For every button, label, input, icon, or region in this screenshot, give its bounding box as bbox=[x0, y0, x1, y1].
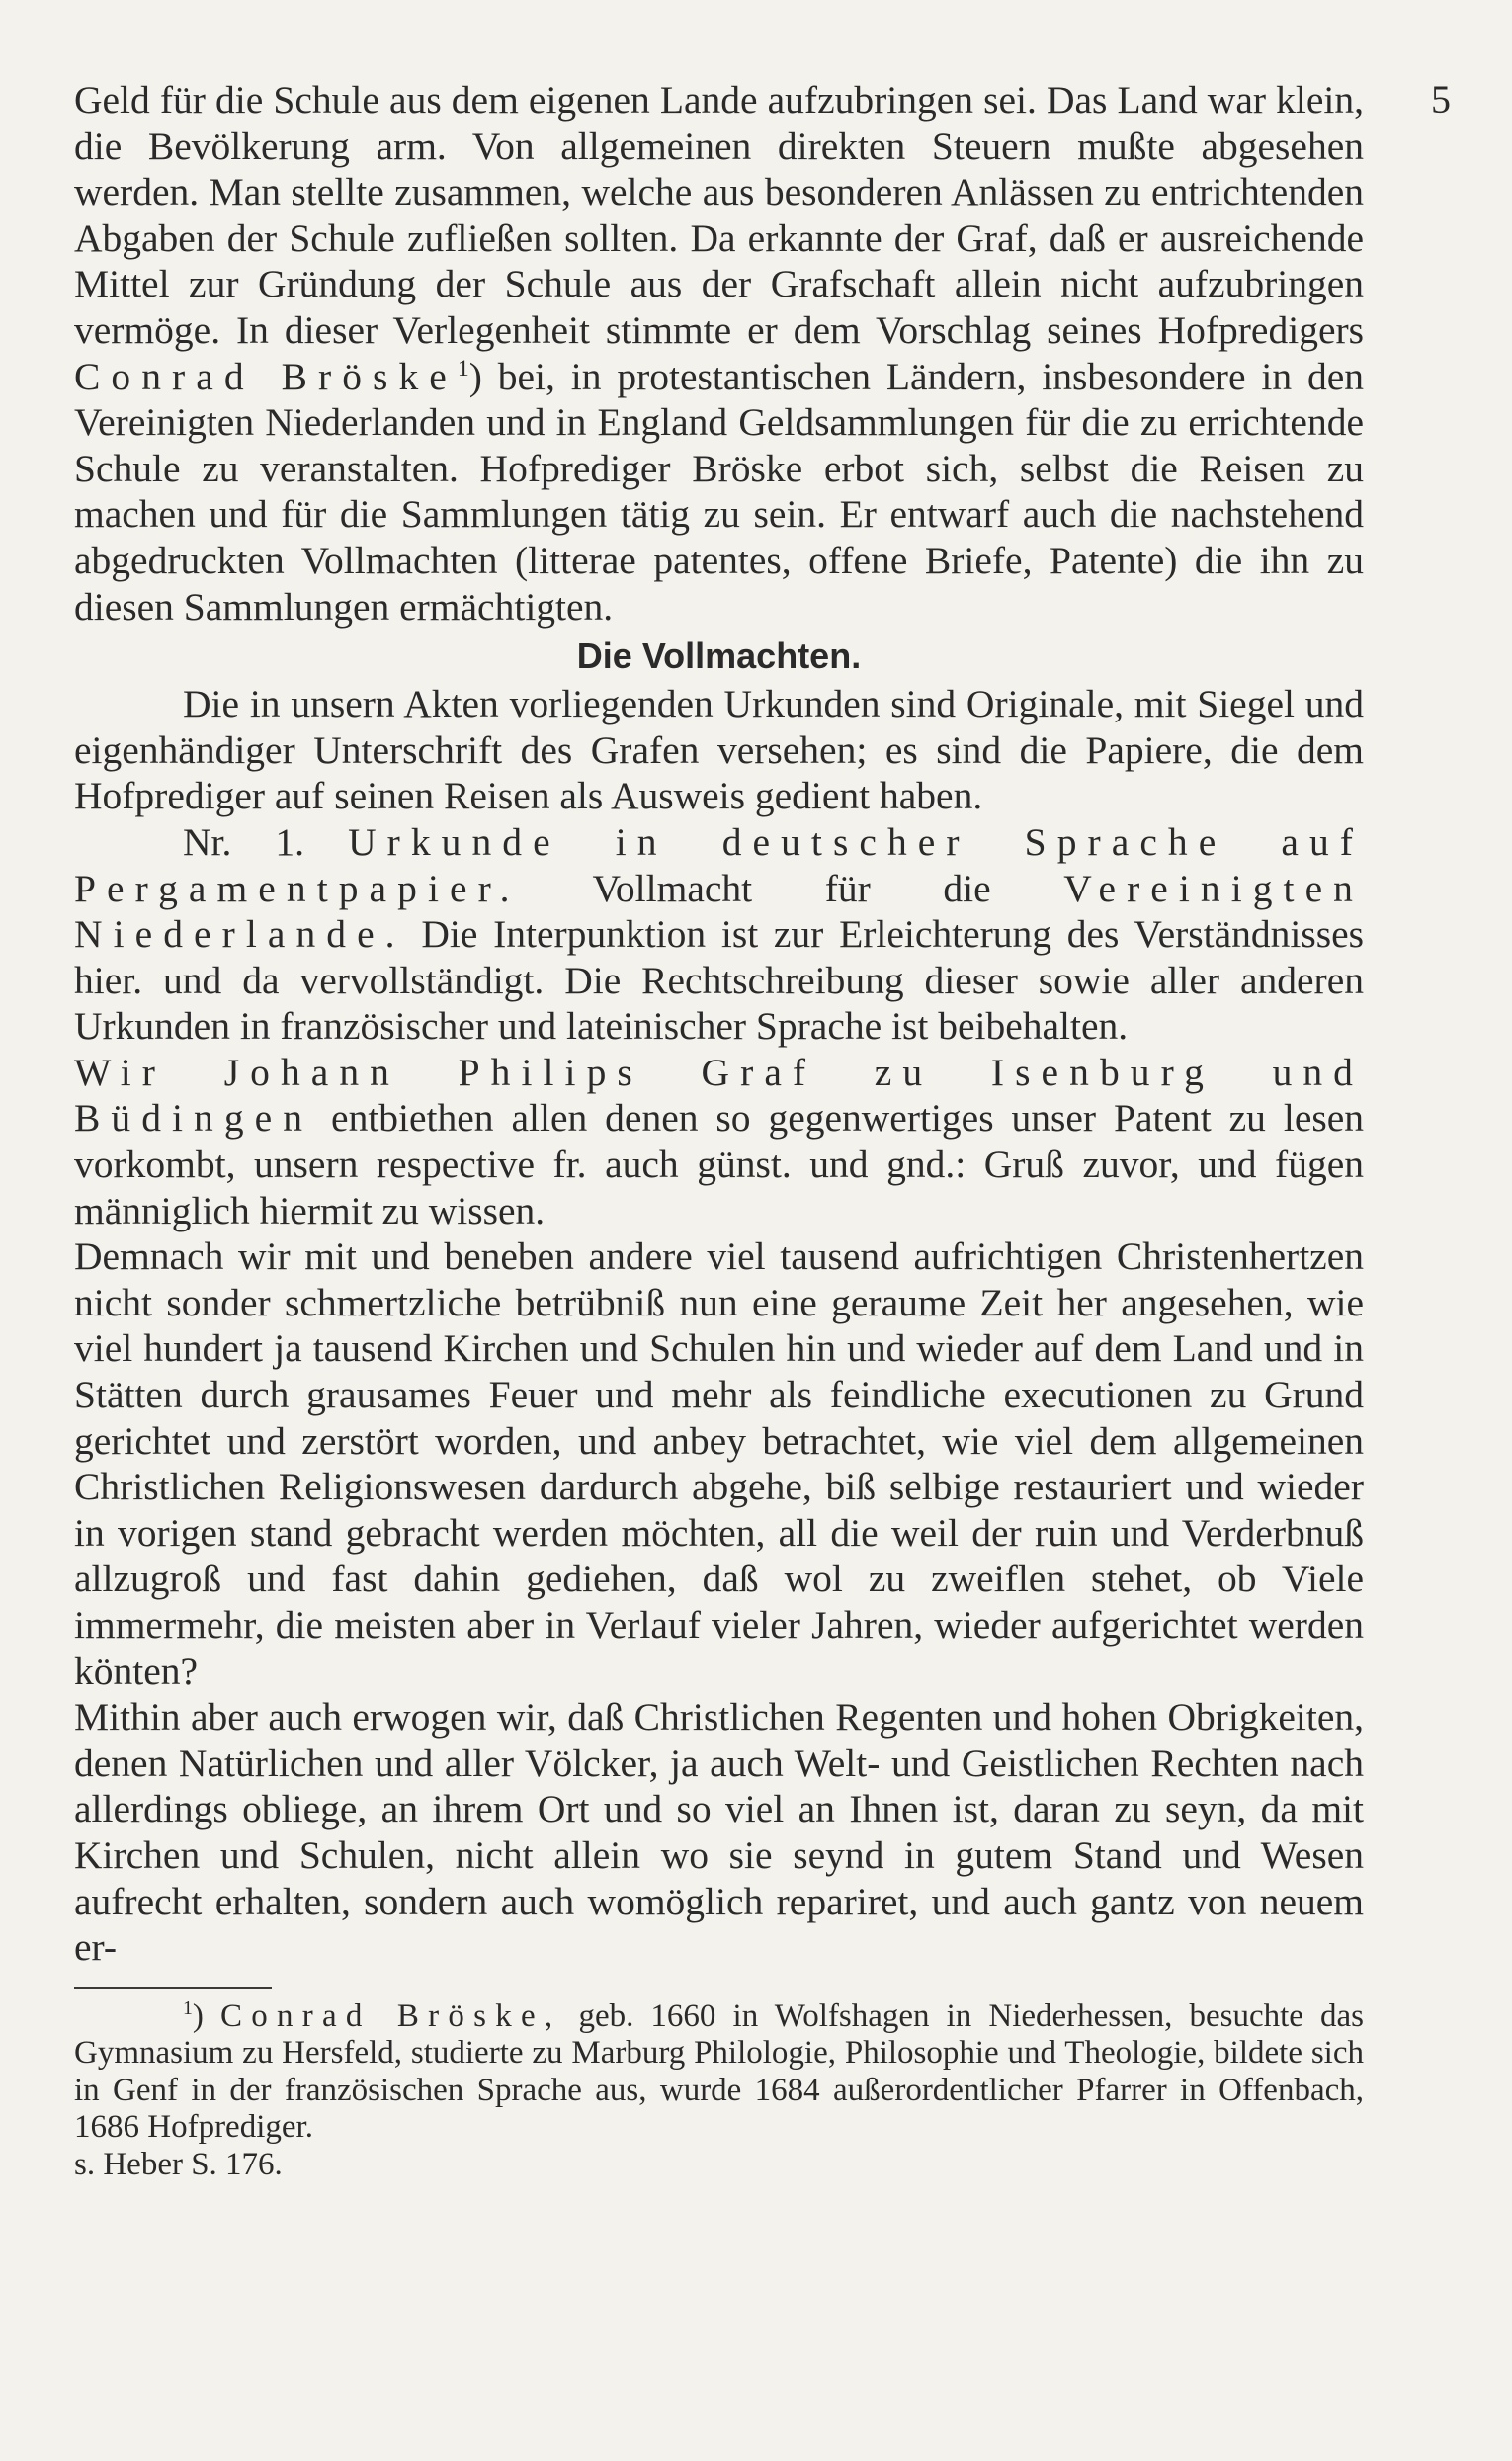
footnotes bbox=[74, 1998, 1364, 2184]
body-text bbox=[74, 77, 1364, 1971]
paragraph-vollmachten: Die in unsern Akten vorliegenden Urkunden sind Originale, mit Siegel und eigenhändiger Unterschrift des Grafen versehen; es sind die Papiere, die dem Hofprediger auf seinen Reisen als Ausweis gedient haben. bbox=[74, 682, 1364, 818]
spaced-place: Vereinigten Niederlande. bbox=[74, 866, 1364, 957]
document-page bbox=[74, 77, 1364, 2183]
paragraph-demnach: Demnach wir mit und beneben andere viel tausend aufrichtigen Christenhertzen nicht sonder schmertzliche betrübniß nun eine geraume Zeit her angesehen, wie viel hundert ja tausend Kirchen und Schulen hin und wieder auf dem Land und in Stätten durch grausames Feuer und mehr als feindliche executionen zu Grund gerichtet und zerstört worden, und anbey betrachtet, wie viel dem allgemeinen Christlichen Religionswesen dardurch abgehe, biß selbige restauriert und wieder in vorigen stand gebracht werden möchten, all die weil der ruin und Verderbnuß allzugroß und fast dahin gediehen, daß wol zu zweiflen stehet, ob Viele immermehr, die meisten aber in Verlauf vieler Jahren, wieder aufgerichtet werden könten? bbox=[74, 1234, 1364, 1693]
paragraph-mithin: Mithin aber auch erwogen wir, daß Christlichen Regenten und hohen Obrigkeiten, denen Natürlichen und aller Völcker, ja auch Welt- und Geistlichen Rechten nach allerdings obliege, an ihrem Ort und so viel an Ihnen ist, daran zu seyn, da mit Kirchen und Schulen, nicht allein wo sie seynd in gutem Stand und Wesen aufrecht erhalten, sondern auch womöglich repariret, und auch gantz von neuem er- bbox=[74, 1695, 1364, 1970]
footnote-1-text: geb. 1660 in Wolfshagen in Niederhessen, besuchte das Gymnasium zu Hersfeld, studierte zu Marburg Philologie, Philosophie und Theologie, bildete sich in Genf in der französischen Sprache aus, wurde 1684 außerordentlicher Pfarrer in Offenbach, 1686 Hofprediger. bbox=[74, 1997, 1365, 2146]
spaced-count-name: Wir Johann Philips Graf zu Isenburg und Büdingen bbox=[74, 1050, 1364, 1141]
footnote-mark: 1 bbox=[457, 355, 469, 382]
page-number: 5 bbox=[1431, 77, 1451, 122]
intro-text: Geld für die Schule aus dem eigenen Lande aufzubringen sei. Das Land war klein, die Bevölkerung arm. Von allgemeinen direkten Steuern mußte abgesehen werden. Man stellte zusammen, welche aus besonderen Anlässen zu entrichtenden Abgaben der Schule zufließen sollten. Da erkannte der Graf, daß er ausreichende Mittel zur Gründung der Schule aus der Grafschaft allein nicht aufzubringen vermöge. In dieser Verlegenheit stimmte er dem Vorschlag seines Hofpredigers bbox=[74, 78, 1364, 352]
nr-rest-text: Die Interpunktion ist zur Erleichterung des Verständnisses hier. und da vervollständigt. Die Rechtschreibung dieser sowie aller anderen Urkunden in französischer und lateinischer Sprache ist beibehalten. bbox=[74, 912, 1365, 1049]
intro-rest-text: ) bei, in protestantischen Ländern, insbesondere in den Vereinigten Niederlanden und in England Geldsammlungen für die zu errichtende Schule zu veranstalten. Hofprediger Bröske erbot sich, selbst die Reisen zu machen und für die Sammlungen tätig zu sein. Er entwarf auch die nachstehend abgedruckten Vollmachten (litterae patentes, offene Briefe, Patente) die ihn zu diesen Sammlungen ermächtigten. bbox=[74, 354, 1364, 629]
nr-mid-text: Vollmacht für die bbox=[592, 866, 991, 910]
footnote-1-mark: 1 bbox=[183, 1996, 193, 2019]
section-heading: Die Vollmachten. bbox=[576, 636, 862, 677]
paragraph-wir bbox=[74, 1050, 1364, 1233]
paragraph-nr1 bbox=[74, 819, 1364, 1050]
footnote-1: $^1$) Conrad Bröske, geb. 1660 in Wolfshagen in Niederhessen, besuchte das Gymnasium zu Hersfeld, studierte zu Marburg Philologie, Philosophie und Theologie, bildete sich in Genf in der französischen Sprache aus, wurde 1684 außerordentlicher Pfarrer in Offenbach, 1686 Hofprediger. bbox=[74, 1996, 1365, 2146]
footnote-1-name: Conrad Bröske, bbox=[219, 1997, 562, 2034]
nr-label: Nr. 1. bbox=[183, 819, 305, 864]
footnote-divider bbox=[74, 1987, 272, 1989]
footnote-1-reference: s. Heber S. 176. bbox=[74, 2146, 283, 2182]
spaced-urkunde-title: Urkunde in deutscher Sprache auf Pergamentpapier. bbox=[74, 819, 1365, 910]
spaced-name-broeske: Conrad Bröske bbox=[74, 354, 458, 398]
paragraph-intro bbox=[74, 77, 1364, 630]
wir-rest-text: entbiethen allen denen so gegenwertiges unser Patent zu lesen vorkombt, unsern respective fr. auch günst. und gnd.: Gruß zuvor, und fügen männiglich hiermit zu wissen. bbox=[74, 1096, 1365, 1232]
